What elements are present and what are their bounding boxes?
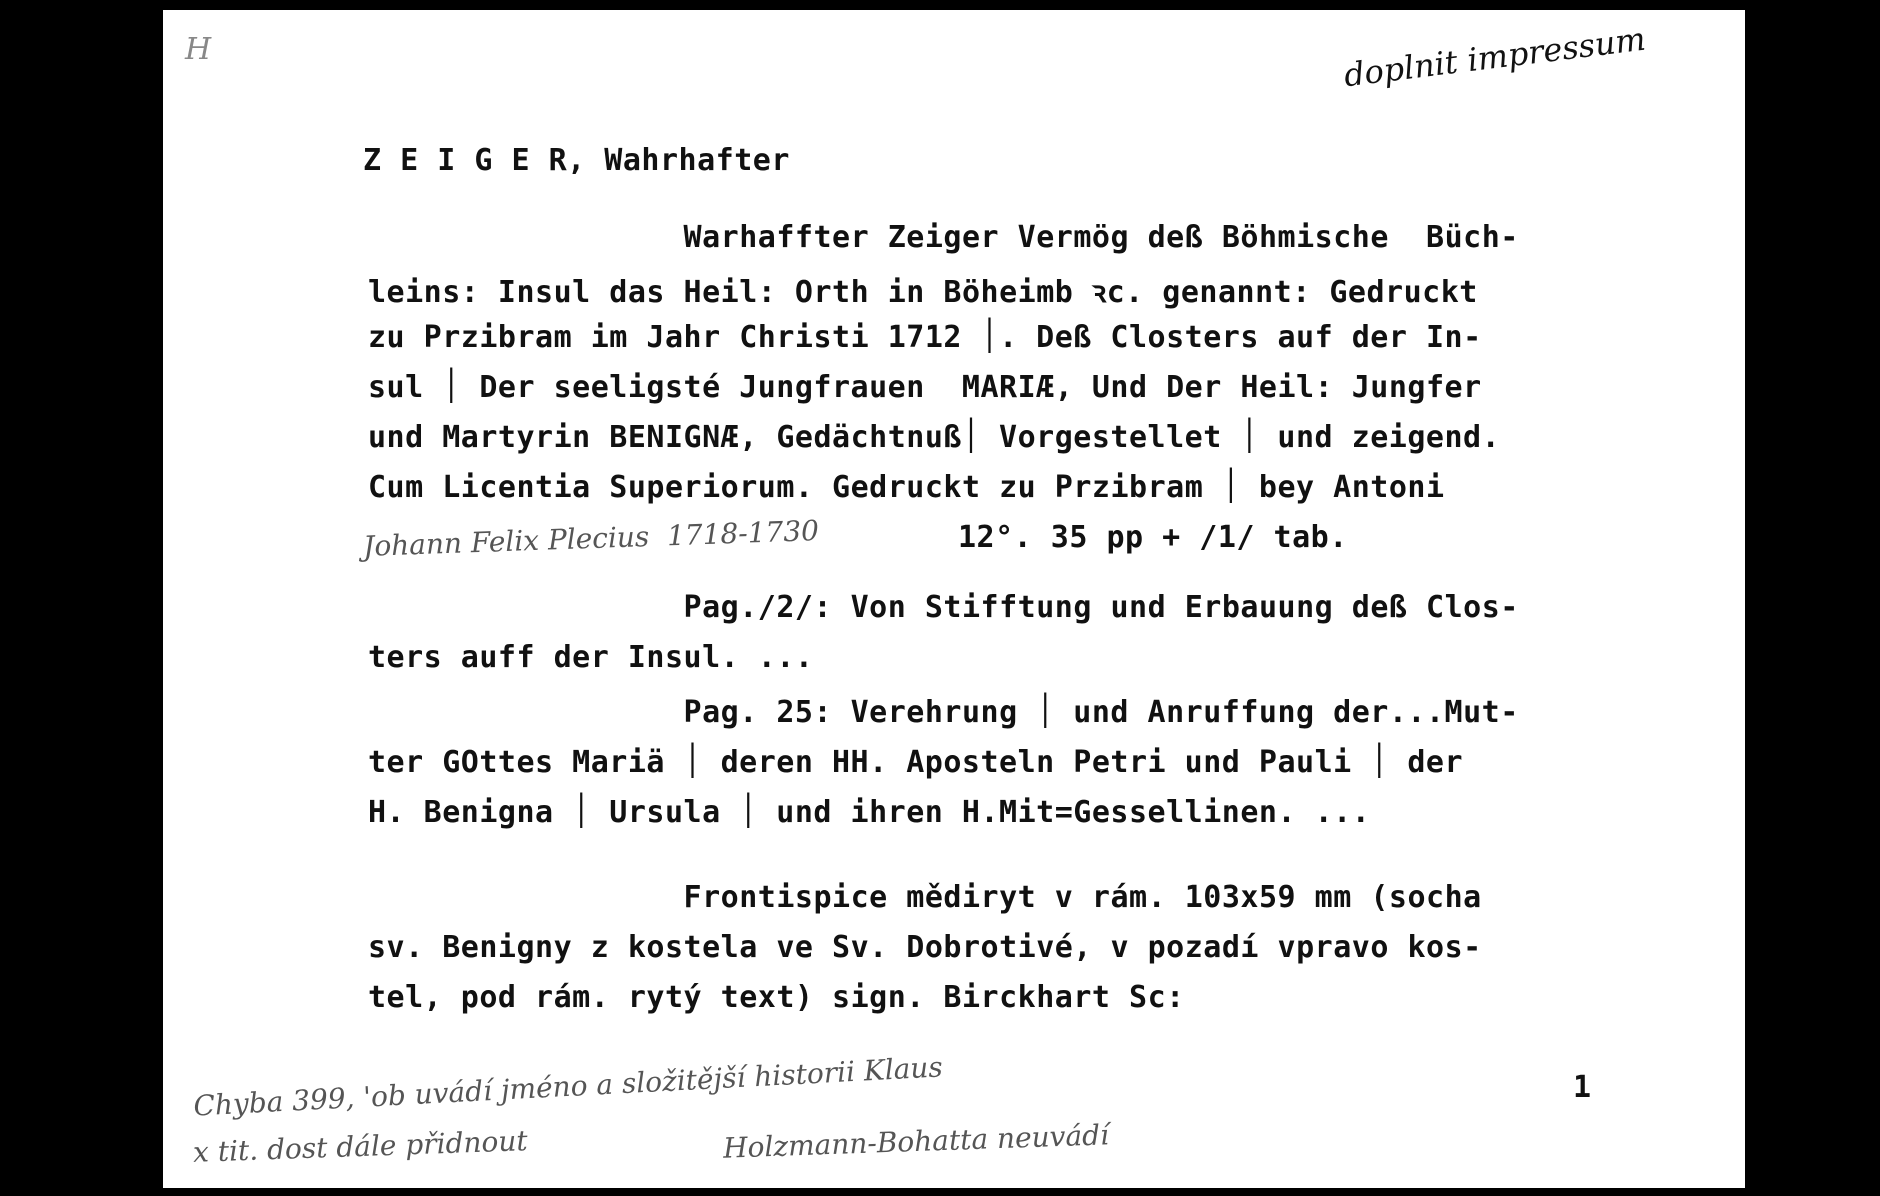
handwritten-note-bottom-2: x tit. dost dále přidnout [192, 1124, 529, 1169]
handwritten-printer-note: Johann Felix Plecius 1718-1730 [362, 514, 820, 563]
text-line: Frontispice mědiryt v rám. 103x59 mm (socha [368, 880, 1482, 915]
text-line: sv. Benigny z kostela ve Sv. Dobrotivé, v pozadí vpravo kos- [368, 930, 1482, 965]
text-line: sul ׀ Der seeligsté Jungfrauen MARIÆ, Und Der Heil: Jungfer [368, 370, 1482, 405]
annotation-top-right: doplnit impressum [1341, 19, 1648, 95]
catalog-card [163, 10, 1745, 1188]
text-line: leins: Insul das Heil: Orth in Böheimb ꝛc. genannt: Gedruckt [368, 275, 1478, 310]
text-line: Cum Licentia Superiorum. Gedruckt zu Przibram ׀ bey Antoni [368, 470, 1445, 505]
text-line: Pag. 25: Verehrung ׀ und Anruffung der...Mut- [368, 695, 1519, 730]
text-line: ters auff der Insul. ... [368, 640, 814, 675]
format-line: 12°. 35 pp + /1/ tab. [958, 520, 1348, 555]
text-line: und Martyrin BENIGNÆ, Gedächtnuß׀ Vorgestellet ׀ und zeigend. [368, 420, 1501, 455]
text-line: Warhaffter Zeiger Vermög deß Böhmische Büch- [368, 220, 1519, 255]
text-line: ter GOttes Mariä ׀ deren HH. Aposteln Petri und Pauli ׀ der [368, 745, 1464, 780]
corner-pencil-mark: H [185, 32, 212, 67]
text-line: Pag./2/: Von Stifftung und Erbauung deß Clos- [368, 590, 1519, 625]
card-heading: Z E I G E R, Wahrhafter [363, 143, 790, 178]
text-line: zu Przibram im Jahr Christi ׀ 1712. Deß Closters auf der In- [368, 320, 1482, 355]
text-line: H. Benigna ׀ Ursula ׀ und ihren H.Mit=Gessellinen. ... [368, 795, 1371, 830]
page-number: 1 [1573, 1070, 1592, 1105]
handwritten-note-bottom-3: Holzmann-Bohatta neuvádí [722, 1118, 1110, 1165]
text-line: tel, pod rám. rytý text) sign. Birckhart Sc: [368, 980, 1185, 1015]
handwritten-note-bottom-1: Chyba 399, 'ob uvádí jméno a složitější historii Klaus [192, 1050, 944, 1123]
